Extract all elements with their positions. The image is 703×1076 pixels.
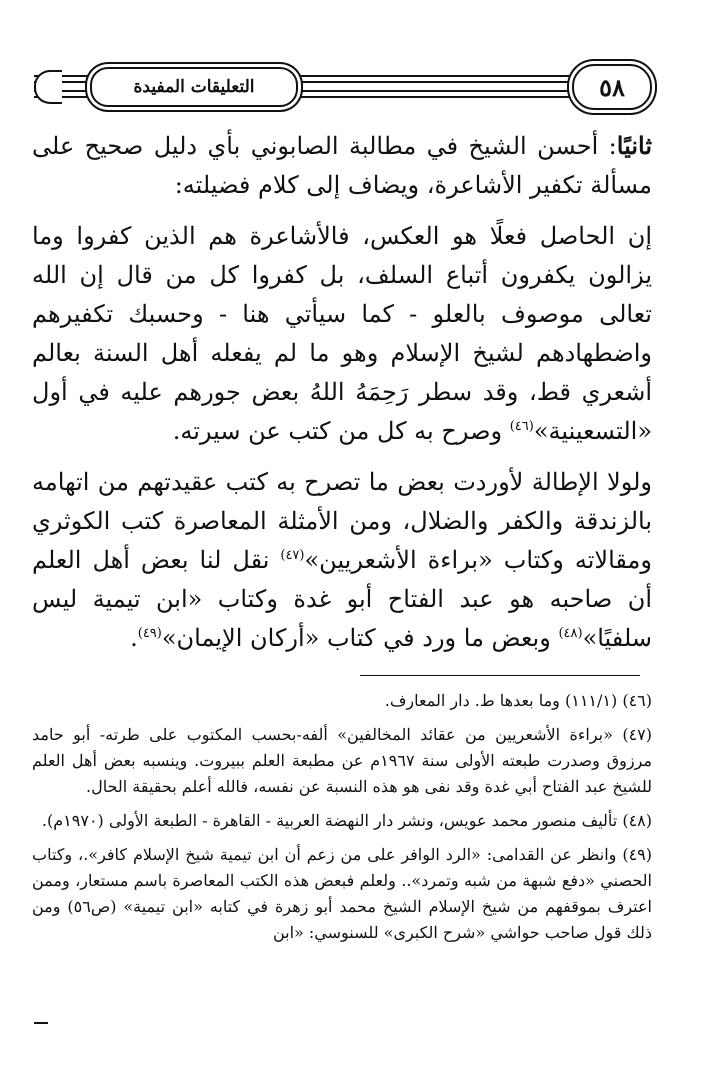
footnote-ref-49: (٤٩) [137,626,162,641]
footnote-ref-46: (٤٦) [509,419,534,434]
paragraph-1 [32,126,652,205]
footnote-ref-48: (٤٨) [558,626,583,641]
running-title: التعليقات المفيدة [90,67,298,107]
paragraph-text: وبعض ما ورد في كتاب «أركان الإيمان» [161,624,559,652]
paragraph-text: : أحسن الشيخ في مطالبة الصابوني بأي دليل صحيح على مسألة تكفير الأشاعرة، ويضاف إلى كلام فضيلته: [32,132,652,199]
footnote-46: (٤٦) (١١١/١) وما بعدها ط. دار المعارف. [384,691,652,710]
paragraph-text: ولولا الإطالة لأوردت بعض ما تصرح به كتب عقيدتهم من اتهامه بالزندقة والكفر والضلال، ومن الأمثلة المعاصرة كتب الكوثري ومقالاته وكتاب «براءة الأشعريين» [32,468,652,574]
main-text [32,126,652,670]
paragraph-lead-word: ثانيًا [616,131,652,160]
page-number: ٥٨ [572,64,652,110]
footnote-48: (٤٨) تأليف منصور محمد عويس، ونشر دار النهضة العربية - القاهرة - الطبعة الأولى (١٩٧٠م). [41,811,652,830]
footnote-49: (٤٩) وانظر عن القدامى: «الرد الوافر على من زعم أن ابن تيمية شيخ الإسلام كافر».، وكتاب الحصني «دفع شبهة من شبه وتمرد».. ولعلم فبعض هذه الكتب المعاصرة باسم مستعار، وممن اعترف بموقفهم من شيخ الإسلام الشيخ محمد أبو زهرة في كتابه «ابن تيمية» (ص٥٦) ومن ذلك قول صاحب حواشي «شرح الكبرى» للسنوسي: «ابن [32,845,652,942]
footnotes [32,688,652,954]
paragraph-2 [32,217,652,451]
paragraph-text: نقل لنا بعض أهل العلم أن صاحبه هو عبد الفتاح أبو غدة وكتاب «ابن تيمية ليس سلفيًا» [32,546,653,652]
footnote-separator [360,675,640,676]
page-header [34,64,652,110]
footnote-47: (٤٧) «براءة الأشعريين من عقائد المخالفين» ألفه-بحسب المكتوب على طرته- أبو حامد مرزوق وصدرت طبعته الأولى سنة ١٩٦٧م عن مطبعة العلم ببيروت. وينسبه بعض أهل العلم للشيخ عبد الفتاح أبي غدة وقد نفى هو هذه النسبة عن نفسه، فالله أعلم بحقيقة الحال. [32,725,652,796]
paragraph-text: وصرح به كل من كتب عن سيرته. [172,417,510,445]
paragraph-3 [32,463,652,658]
header-end-cap [34,70,62,104]
paragraph-text: . [130,624,138,652]
paragraph-text: إن الحاصل فعلًا هو العكس، فالأشاعرة هم الذين كفروا وما يزالون يكفرون أتباع السلف، بل كفروا كل من قال إن الله تعالى موصوف بالعلو - كما سيأتي هنا - وحسبك تكفيرهم واضطهادهم لشيخ الإسلام وهو ما لم يفعله أهل السنة بعالم أشعري قط، وقد سطر رَحِمَهُ اللهُ بعض جورهم عليه في أول «التسعينية» [32,222,652,445]
footnote-ref-47: (٤٧) [280,548,305,563]
margin-mark [34,1022,48,1024]
